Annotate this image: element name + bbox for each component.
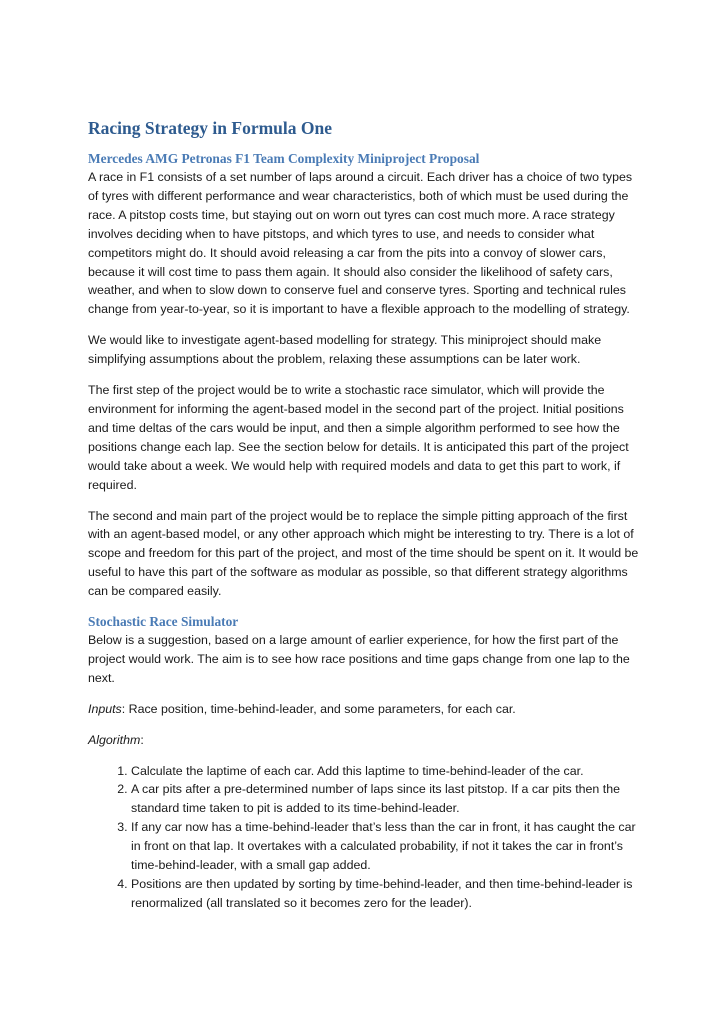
algorithm-step: 4. Positions are then updated by sorting by time-behind-leader, and then time-behind-leader is renormalized (all translated so it becomes zero for the leader). — [131, 875, 640, 913]
algorithm-step: 3. If any car now has a time-behind-leader that’s less than the car in front, it has caught the car in front on that lap. It overtakes with a calculated probability, if not it takes the car in front’s time-behind-leader, with a small gap added. — [131, 818, 640, 875]
algorithm-colon: : — [140, 732, 144, 747]
intro-paragraph-4: The second and main part of the project would be to replace the simple pitting approach of the first with an agent-based model, or any other approach which might be interesting to try. There is a lot of scope and freedom for this part of the project, and most of the time should be spent on it. It would be useful to have this part of the software as modular as possible, so that different strategy algorithms can be compared easily. — [88, 508, 639, 599]
document-page — [88, 118, 640, 913]
inputs-paragraph — [88, 700, 640, 719]
document-subtitle: Mercedes AMG Petronas F1 Team Complexity Miniproject Proposal — [88, 151, 480, 166]
algorithm-label: Algorithm — [88, 732, 141, 747]
intro-paragraph-1: A race in F1 consists of a set number of laps around a circuit. Each driver has a choice of two types of tyres with different performance and wear characteristics, both of which must be used during the race. A pitstop costs time, but staying out on worn out tyres can cost much more. A race strategy involves deciding when to have pitstops, and which tyres to use, and needs to consider what competitors might do. It should avoid releasing a car from the pits into a convoy of slower cars, because it will cost time to pass them again. It should also consider the likelihood of safety cars, weather, and when to slow down to conserve fuel and conserve tyres. Sporting and technical rules change from year-to-year, so it is important to have a flexible approach to the modelling of strategy. — [88, 170, 633, 317]
inputs-label: Inputs — [88, 701, 122, 716]
intro-paragraph-2: We would like to investigate agent-based modelling for strategy. This miniproject should make simplifying assumptions about the problem, relaxing these assumptions can be later work. — [88, 333, 602, 367]
algorithm-step: 2. A car pits after a pre-determined number of laps since its last pitstop. If a car pits then the standard time taken to pit is added to its time-behind-leader. — [131, 780, 640, 818]
algorithm-steps-list — [88, 762, 640, 913]
intro-paragraph-3: The first step of the project would be to write a stochastic race simulator, which will provide the environment for informing the agent-based model in the second part of the project. Initial positions and time deltas of the cars would be input, and then a simple algorithm performed to see how the positions change each lap. See the section below for details. It is anticipated this part of the project would take about a week. We would help with required models and data to get this part to work, if required. — [88, 383, 629, 492]
document-title: Racing Strategy in Formula One — [88, 118, 333, 138]
section-heading: Stochastic Race Simulator — [88, 614, 239, 630]
inputs-text: : Race position, time-behind-leader, and some parameters, for each car. — [121, 701, 516, 716]
section-intro: Below is a suggestion, based on a large amount of earlier experience, for how the first part of the project would work. The aim is to see how race positions and time gaps change from one lap to the next. — [88, 633, 630, 685]
algorithm-step: 1. Calculate the laptime of each car. Add this laptime to time-behind-leader of the car. — [131, 762, 640, 781]
algorithm-paragraph — [88, 731, 640, 750]
